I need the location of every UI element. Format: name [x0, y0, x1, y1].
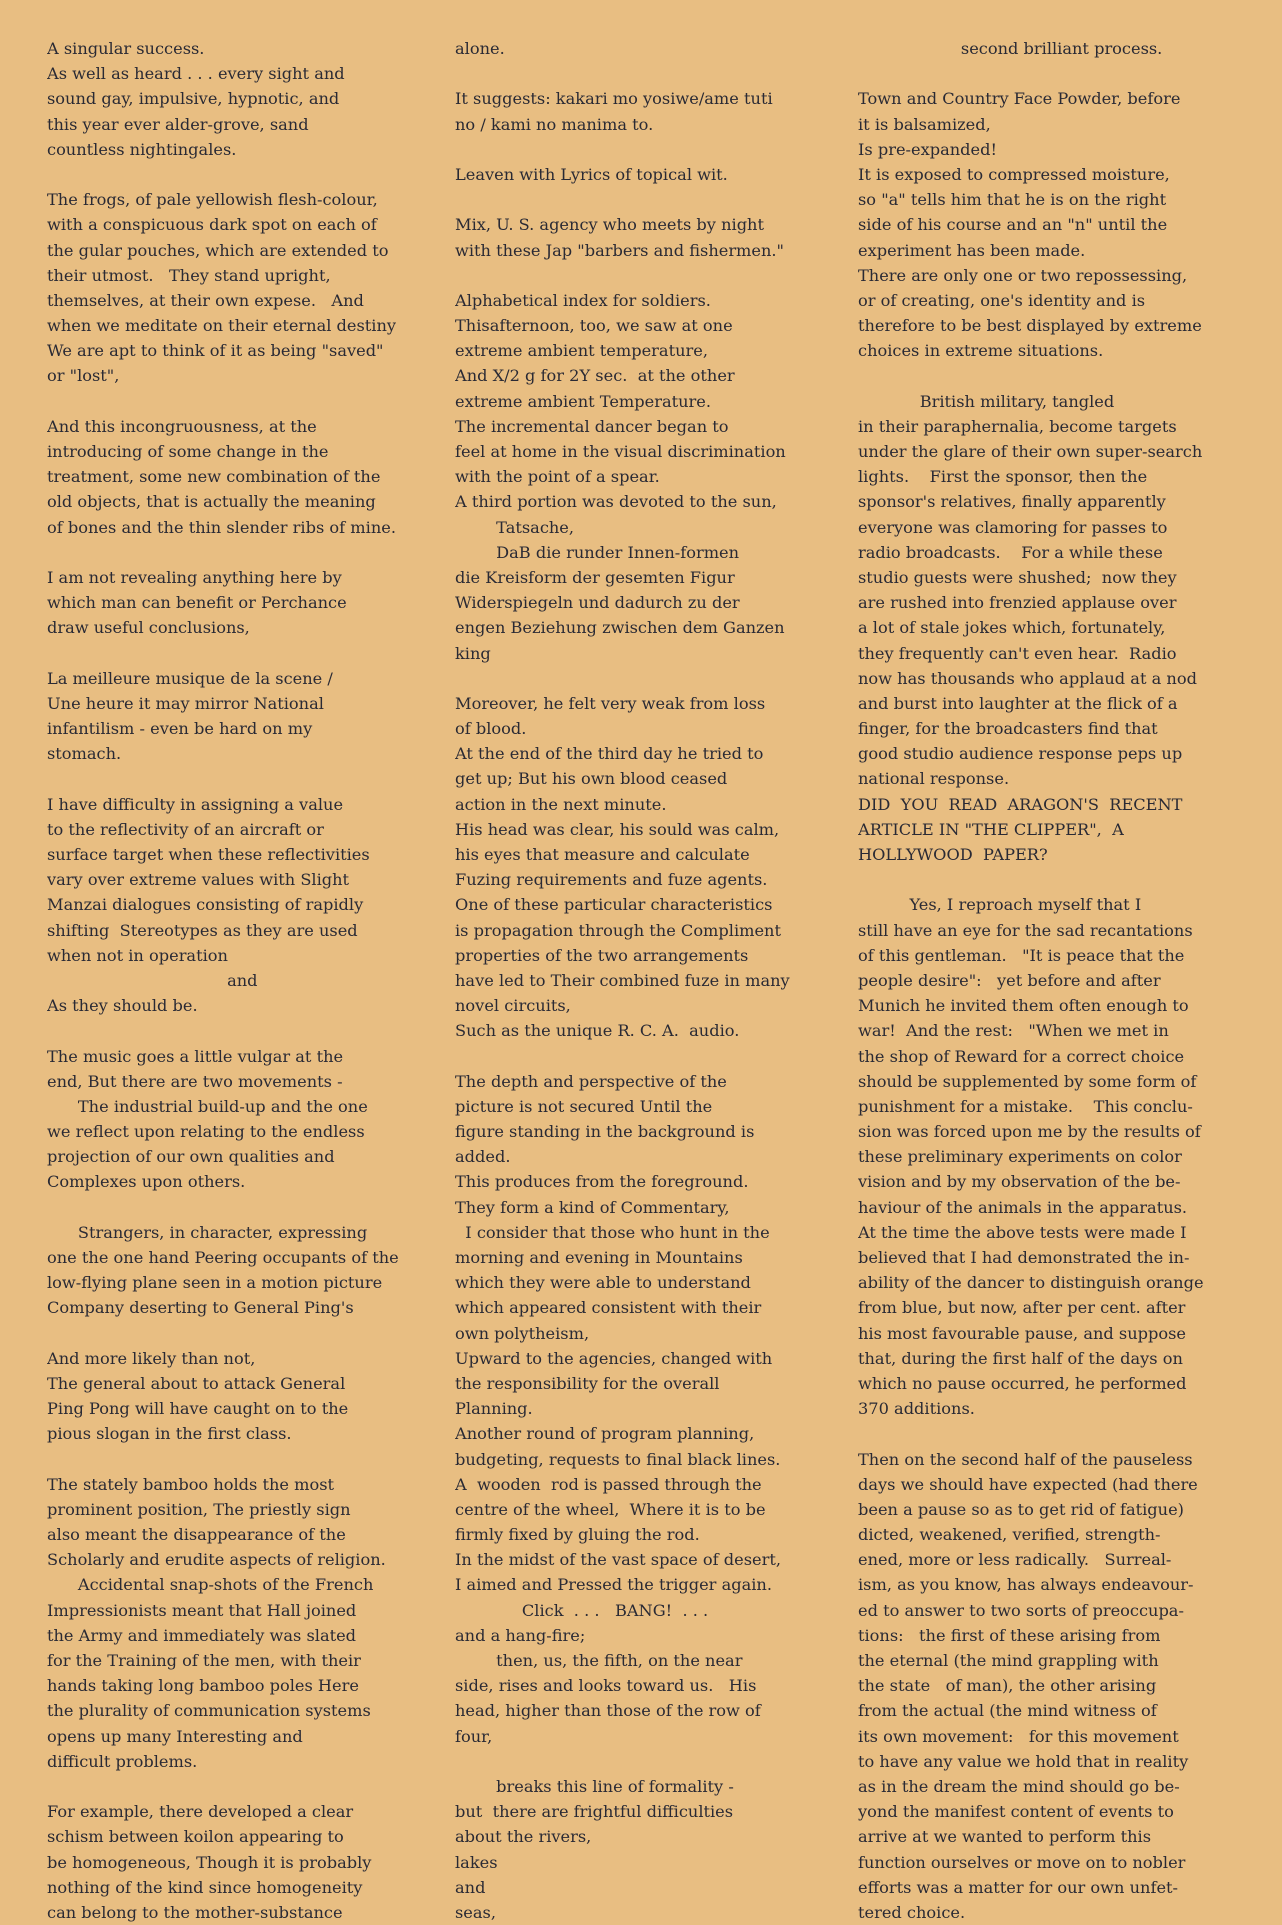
text-line: A wooden rod is passed through the — [455, 1474, 762, 1494]
text-line: low-flying plane seen in a motion picture — [47, 1273, 383, 1293]
text-line: projection of our own qualities and — [47, 1147, 335, 1167]
text-line: believed that I had demonstrated the in- — [858, 1248, 1190, 1267]
text-line: haviour of the animals in the apparatus. — [858, 1197, 1188, 1217]
text-line: studio guests were shushed; now they — [858, 567, 1177, 587]
text-line — [47, 1018, 457, 1043]
text-line: ability of the dancer to distinguish orange — [858, 1273, 1204, 1293]
text-line: that, during the first half of the days on — [858, 1348, 1183, 1368]
text-line: centre of the wheel, Where it is to be — [455, 1499, 766, 1519]
text-line: this year ever alder-grove, sand — [47, 114, 309, 134]
text-line: figure standing in the background is — [455, 1122, 755, 1142]
text-line: as in the dream the mind should go be- — [858, 1776, 1180, 1796]
text-line: Tatsache, — [455, 517, 575, 537]
text-line: I am not revealing anything here by — [47, 567, 342, 587]
text-line: Click . . . BANG! . . . — [455, 1600, 709, 1620]
text-line: And this incongruousness, at the — [47, 416, 317, 436]
text-line: Munich he invited them often enough to — [858, 996, 1189, 1016]
text-line: surface target when these reflectivities — [47, 845, 370, 864]
text-line: from the actual (the mind witness of — [858, 1701, 1157, 1721]
text-line: head, higher than those of the row of — [455, 1701, 761, 1721]
text-line: A third portion was devoted to the sun, — [455, 492, 777, 512]
text-line: We are apt to think of it as being "saved" — [47, 341, 384, 361]
text-line: For example, there developed a clear — [47, 1802, 354, 1822]
text-line: DID YOU READ ARAGON'S RECENT — [858, 794, 1183, 814]
text-line: everyone was clamoring for passes to — [858, 517, 1168, 537]
text-line: the Army and immediately was slated — [47, 1625, 357, 1645]
text-line: radio broadcasts. For a while these — [858, 542, 1163, 562]
text-line — [47, 641, 457, 666]
text-line: They form a kind of Commentary, — [455, 1197, 730, 1217]
text-line: no / kami no manima to. — [455, 114, 654, 134]
text-line: of this gentleman. "It is peace that the — [858, 945, 1185, 965]
text-line: Yes, I reproach myself that I — [858, 895, 1142, 915]
text-line — [455, 1749, 860, 1774]
text-line: one the one hand Peering occupants of the — [47, 1248, 399, 1267]
text-line: so "a" tells him that he is on the right — [858, 190, 1167, 210]
text-line: sion was forced upon me by the results of — [858, 1122, 1201, 1142]
text-line: The frogs, of pale yellowish flesh-colour, — [47, 190, 378, 210]
text-line: Another round of program planning, — [455, 1424, 755, 1444]
text-line: Thisafternoon, too, we saw at one — [455, 316, 733, 336]
text-line: therefore to be best displayed by extreme — [858, 316, 1202, 336]
text-line: There are only one or two repossessing, — [858, 265, 1188, 285]
text-line: Fuzing requirements and fuze agents. — [455, 870, 768, 890]
text-line: Is pre-expanded! — [858, 139, 997, 159]
text-line: Moreover, he felt very weak from loss — [455, 693, 766, 713]
text-line: hands taking long bamboo poles Here — [47, 1676, 359, 1696]
text-line: treatment, some new combination of the — [47, 467, 381, 487]
text-line — [47, 1447, 457, 1472]
text-line: old objects, that is actually the meaning — [47, 492, 376, 512]
text-line: should be supplemented by some form of — [858, 1071, 1197, 1091]
text-line: This produces from the foreground. — [455, 1172, 749, 1192]
text-line: the shop of Reward for a correct choice — [858, 1046, 1185, 1066]
text-line: alone. — [455, 39, 505, 58]
text-line: Impressionists meant that Hall joined — [47, 1600, 357, 1620]
text-line: good studio audience response peps up — [858, 744, 1183, 764]
text-line: and — [47, 970, 258, 990]
text-line: La meilleure musique de la scene / — [47, 668, 333, 688]
text-line: A singular success. — [47, 39, 205, 58]
text-line — [858, 363, 1273, 388]
text-line: or "lost", — [47, 366, 120, 386]
text-line — [47, 540, 457, 565]
text-line: introducing of some change in the — [47, 442, 329, 461]
text-line: end, But there are two movements - — [47, 1071, 343, 1091]
text-line: to have any value we hold that in reality — [858, 1751, 1189, 1771]
text-line: Company deserting to General Ping's — [47, 1298, 354, 1318]
text-line: Town and Country Face Powder, before — [858, 89, 1181, 109]
text-line: extreme ambient Temperature. — [455, 391, 711, 411]
text-line: The depth and perspective of the — [455, 1071, 727, 1091]
text-line: At the time the above tests were made I — [858, 1222, 1187, 1242]
text-line: second brilliant process. — [858, 39, 1163, 58]
text-line: action in the next minute. — [455, 794, 667, 814]
text-line: At the end of the third day he tried to — [455, 744, 764, 764]
text-line: prominent position, The priestly sign — [47, 1499, 351, 1519]
text-line: with a conspicuous dark spot on each of — [47, 215, 377, 235]
text-line — [455, 187, 860, 212]
text-line: added. — [455, 1147, 511, 1167]
text-line: I aimed and Pressed the trigger again. — [455, 1575, 772, 1595]
text-line — [47, 766, 457, 791]
text-line: can belong to the mother-substance — [47, 1902, 343, 1922]
text-line: under the glare of their own super-search — [858, 442, 1203, 461]
text-line: infantilism - even be hard on my — [47, 719, 313, 739]
text-line: Then on the second half of the pauseless — [858, 1449, 1193, 1469]
text-line: As well as heard . . . every sight and — [47, 64, 345, 84]
text-line: the state of man), the other arising — [858, 1676, 1157, 1696]
text-line: yond the manifest content of events to — [858, 1802, 1174, 1822]
text-line: Ping Pong will have caught on to the — [47, 1399, 349, 1419]
text-line: the plurality of communication systems — [47, 1701, 371, 1721]
text-line: ism, as you know, has always endeavour- — [858, 1575, 1194, 1595]
text-line — [455, 137, 860, 162]
text-line: opens up many Interesting and — [47, 1726, 303, 1746]
text-line: Mix, U. S. agency who meets by night — [455, 215, 764, 235]
text-line: with these Jap "barbers and fishermen." — [455, 240, 785, 260]
text-line: about the rivers, — [455, 1827, 592, 1847]
text-line: days we should have expected (had there — [858, 1474, 1198, 1494]
text-line: It is exposed to compressed moisture, — [858, 164, 1170, 184]
text-line: or of creating, one's identity and is — [858, 290, 1146, 310]
text-line — [858, 867, 1273, 892]
text-line: vary over extreme values with Slight — [47, 870, 350, 890]
text-line — [47, 1321, 457, 1346]
text-line: firmly fixed by gluing the rod. — [455, 1525, 700, 1545]
text-line — [455, 666, 860, 691]
text-line: to the reflectivity of an aircraft or — [47, 819, 324, 839]
text-line: their utmost. They stand upright, — [47, 265, 331, 285]
text-line: side, rises and looks toward us. His — [455, 1676, 757, 1696]
text-line: is propagation through the Compliment — [455, 920, 781, 940]
text-line: budgeting, requests to final black lines. — [455, 1449, 781, 1469]
text-line: punishment for a mistake. This conclu- — [858, 1096, 1193, 1116]
text-line: and a hang-fire; — [455, 1625, 586, 1645]
text-line: its own movement: for this movement — [858, 1726, 1179, 1746]
text-line: novel circuits, — [455, 996, 571, 1016]
text-line: 370 additions. — [858, 1399, 975, 1419]
text-line: they frequently can't even hear. Radio — [858, 643, 1177, 663]
text-line: with the point of a spear. — [455, 467, 660, 487]
text-line — [47, 389, 457, 414]
text-line — [47, 1195, 457, 1220]
text-line: of bones and the thin slender ribs of mine. — [47, 517, 396, 537]
text-line: morning and evening in Mountains — [455, 1248, 743, 1267]
text-line: been a pause so as to get rid of fatigue) — [858, 1499, 1184, 1519]
text-line — [858, 1421, 1273, 1446]
text-line: ed to answer to two sorts of preoccupa- — [858, 1600, 1184, 1620]
text-line: function ourselves or move on to nobler — [858, 1852, 1186, 1872]
text-line: from blue, but now, after per cent. after — [858, 1298, 1186, 1318]
text-line — [858, 61, 1273, 86]
text-line — [455, 61, 860, 86]
text-line: I consider that those who hunt in the — [455, 1222, 770, 1242]
text-line: own polytheism, — [455, 1323, 590, 1343]
text-line: of blood. — [455, 719, 527, 739]
text-line: experiment has been made. — [858, 240, 1086, 260]
text-line: then, us, the fifth, on the near — [455, 1651, 743, 1670]
text-line: The general about to attack General — [47, 1373, 346, 1393]
text-line: I have difficulty in assigning a value — [47, 794, 344, 814]
text-line: get up; But his own blood ceased — [455, 769, 728, 789]
text-line: lights. First the sponsor, then the — [858, 467, 1148, 487]
text-line: The industrial build-up and the one — [47, 1096, 368, 1116]
text-line — [455, 1044, 860, 1069]
text-line: difficult problems. — [47, 1751, 198, 1771]
text-line: people desire": yet before and after — [858, 970, 1161, 990]
text-line: engen Beziehung zwischen dem Ganzen — [455, 618, 785, 638]
text-line: the responsibility for the overall — [455, 1373, 720, 1393]
text-line: have led to Their combined fuze in many — [455, 970, 790, 990]
text-line — [47, 162, 457, 187]
text-line: Widerspiegeln und dadurch zu der — [455, 593, 740, 613]
text-line: die Kreisform der gesemten Figur — [455, 567, 735, 587]
text-line: vision and by my observation of the be- — [858, 1172, 1181, 1192]
text-line: which they were able to understand — [455, 1273, 751, 1293]
text-line: still have an eye for the sad recantations — [858, 920, 1193, 940]
text-column-left — [47, 36, 457, 1925]
text-line: nothing of the kind since homogeneity — [47, 1877, 363, 1897]
text-line: British military, tangled — [858, 391, 1115, 411]
text-line: Manzai dialogues consisting of rapidly — [47, 895, 364, 915]
text-line: Complexes upon others. — [47, 1172, 246, 1192]
text-line: the gular pouches, which are extended to — [47, 240, 389, 260]
text-line: also meant the disappearance of the — [47, 1525, 346, 1545]
text-line: which appeared consistent with their — [455, 1298, 762, 1318]
text-line: DaB die runder Innen-formen — [455, 542, 740, 562]
text-line: breaks this line of formality - — [455, 1776, 734, 1796]
text-line: choices in extreme situations. — [858, 341, 1104, 361]
text-line: properties of the two arrangements — [455, 945, 749, 965]
text-line: finger, for the broadcasters find that — [858, 719, 1158, 739]
text-line: Strangers, in character, expressing — [47, 1222, 368, 1242]
text-line: shifting Stereotypes as they are used — [47, 920, 358, 940]
text-line: And X/2 g for 2Y sec. at the other — [455, 366, 735, 386]
text-line: when we meditate on their eternal destiny — [47, 316, 397, 336]
text-line: His head was clear, his sould was calm, — [455, 819, 780, 839]
text-column-middle — [455, 36, 860, 1925]
text-line: four, — [455, 1726, 493, 1746]
text-line: when not in operation — [47, 945, 228, 965]
text-line: ened, more or less radically. Surreal- — [858, 1550, 1172, 1570]
text-line: king — [455, 643, 491, 663]
text-column-right — [858, 36, 1273, 1925]
text-line: his most favourable pause, and suppose — [858, 1323, 1187, 1343]
text-line: for the Training of the men, with their — [47, 1651, 361, 1670]
text-line: Alphabetical index for soldiers. — [455, 290, 711, 310]
text-line: Scholarly and erudite aspects of religion. — [47, 1550, 386, 1570]
text-line: feel at home in the visual discrimination — [455, 442, 786, 461]
text-line: extreme ambient temperature, — [455, 341, 708, 361]
text-line: in their paraphernalia, become targets — [858, 416, 1177, 436]
text-line: countless nightingales. — [47, 139, 237, 159]
text-line: and burst into laughter at the flick of a — [858, 693, 1178, 713]
text-line: And more likely than not, — [47, 1348, 256, 1368]
text-line: Accidental snap-shots of the French — [47, 1575, 374, 1595]
text-line: but there are frightful difficulties — [455, 1802, 734, 1822]
text-line: The music goes a little vulgar at the — [47, 1046, 344, 1066]
text-line: Such as the unique R. C. A. audio. — [455, 1021, 740, 1041]
text-line: efforts was a matter for our own unfet- — [858, 1877, 1178, 1897]
text-line: war! And the rest: "When we met in — [858, 1021, 1169, 1041]
text-line: In the midst of the vast space of desert, — [455, 1550, 781, 1570]
text-line: be homogeneous, Though it is probably — [47, 1852, 372, 1872]
text-line: tered choice. — [858, 1902, 966, 1922]
text-line: stomach. — [47, 744, 122, 764]
text-line: pious slogan in the first class. — [47, 1424, 292, 1444]
text-line: Planning. — [455, 1399, 533, 1419]
text-line: the eternal (the mind grappling with — [858, 1651, 1159, 1670]
text-line: schism between koilon appearing to — [47, 1827, 344, 1847]
text-line: we reflect upon relating to the endless — [47, 1122, 365, 1142]
text-line: national response. — [858, 769, 1010, 789]
text-line: The incremental dancer began to — [455, 416, 729, 436]
text-line: sponsor's relatives, finally apparently — [858, 492, 1166, 512]
text-line: dicted, weakened, verified, strength- — [858, 1525, 1161, 1545]
text-line: Une heure it may mirror National — [47, 693, 324, 713]
text-line: now has thousands who applaud at a nod — [858, 668, 1197, 688]
text-line: lakes — [455, 1852, 498, 1872]
text-line: seas, — [455, 1902, 496, 1922]
text-line: draw useful conclusions, — [47, 618, 250, 638]
text-line: picture is not secured Until the — [455, 1096, 713, 1116]
text-line: One of these particular characteristics — [455, 895, 773, 915]
text-line: Upward to the agencies, changed with — [455, 1348, 773, 1368]
text-line: which man can benefit or Perchance — [47, 593, 347, 613]
text-line: and — [455, 1877, 486, 1897]
text-line: tions: the first of these arising from — [858, 1625, 1161, 1645]
text-line — [47, 1774, 457, 1799]
text-line: As they should be. — [47, 996, 198, 1016]
text-line: The stately bamboo holds the most — [47, 1474, 335, 1494]
text-line: arrive at we wanted to perform this — [858, 1827, 1152, 1847]
text-line: HOLLYWOOD PAPER? — [858, 845, 1048, 864]
text-line: themselves, at their own expese. And — [47, 290, 364, 310]
text-line: ARTICLE IN "THE CLIPPER", A — [858, 819, 1124, 839]
text-line: Leaven with Lyrics of topical wit. — [455, 164, 728, 184]
text-line: It suggests: kakari mo yosiwe/ame tuti — [455, 89, 773, 109]
text-line: a lot of stale jokes which, fortunately, — [858, 618, 1166, 638]
text-line: his eyes that measure and calculate — [455, 845, 750, 864]
text-line — [455, 263, 860, 288]
text-line: side of his course and an "n" until the — [858, 215, 1168, 235]
text-line: sound gay, impulsive, hypnotic, and — [47, 89, 340, 109]
text-line: which no pause occurred, he performed — [858, 1373, 1187, 1393]
text-line: are rushed into frenzied applause over — [858, 593, 1177, 613]
text-line: these preliminary experiments on color — [858, 1147, 1182, 1167]
text-line: it is balsamized, — [858, 114, 991, 134]
